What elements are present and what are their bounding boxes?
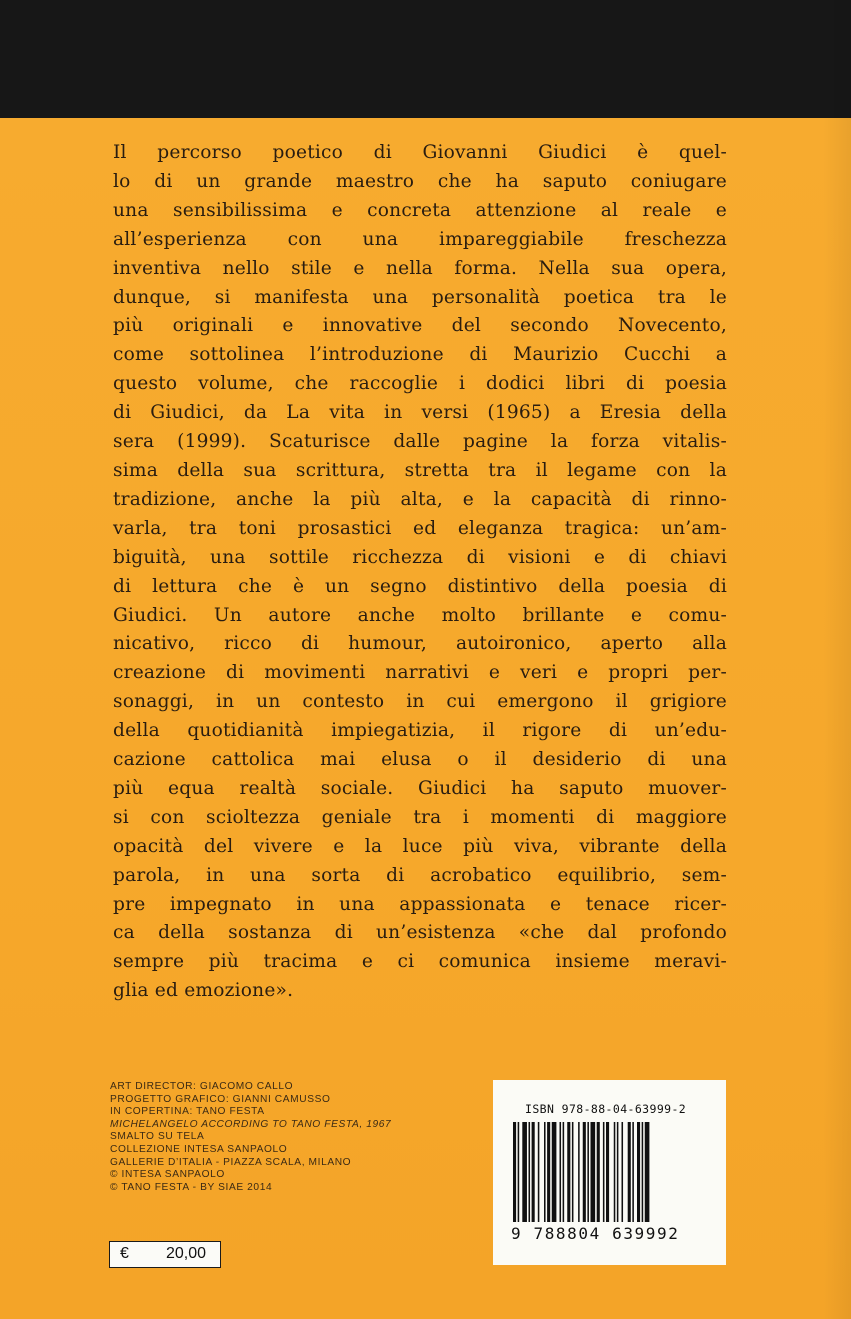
blurb-line: tradizione, anche la più alta, e la capacità di rinno- bbox=[113, 488, 727, 510]
blurb-line: dunque, si manifesta una personalità poetica tra le bbox=[113, 286, 727, 308]
blurb-line: inventiva nello stile e nella forma. Nella sua opera, bbox=[113, 257, 727, 279]
barcode-bar bbox=[617, 1122, 619, 1222]
blurb-line: sera (1999). Scaturisce dalle pagine la forza vitalis- bbox=[113, 431, 727, 453]
blurb-line: una sensibilissima e concreta attenzione al reale e bbox=[113, 199, 727, 221]
blurb-line: ca della sostanza di un’esistenza «che dal profondo bbox=[113, 922, 727, 944]
blurb-line: all’esperienza con una impareggiabile freschezza bbox=[113, 228, 727, 250]
blurb-line: sonaggi, in un contesto in cui emergono il grigiore bbox=[113, 691, 727, 713]
barcode-bar bbox=[645, 1122, 650, 1222]
blurb-line: lo di un grande maestro che ha saputo coniugare bbox=[113, 170, 727, 192]
barcode-bar bbox=[637, 1122, 640, 1222]
credit-line: © INTESA SANPAOLO bbox=[110, 1169, 225, 1181]
credit-line: GALLERIE D’ITALIA - PIAZZA SCALA, MILANO bbox=[110, 1156, 352, 1168]
barcode-icon bbox=[513, 1122, 703, 1222]
barcode-bar bbox=[603, 1122, 605, 1222]
barcode-bar bbox=[538, 1122, 540, 1222]
blurb-line: opacità del vivere e la luce più viva, vibrante della bbox=[113, 835, 727, 857]
blurb-line: nicativo, ricco di humour, autoironico, aperto alla bbox=[113, 633, 727, 655]
blurb-line: Il percorso poetico di Giovanni Giudici è quel- bbox=[113, 142, 727, 163]
blurb-line: di Giudici, da La vita in versi (1965) a Eresia della bbox=[113, 402, 727, 424]
currency-symbol: € bbox=[120, 1245, 129, 1262]
barcode-bar bbox=[591, 1122, 596, 1222]
barcode-bar bbox=[642, 1122, 644, 1222]
blurb-line: sima della sua scrittura, stretta tra il legame con la bbox=[113, 459, 727, 481]
credit-line: SMALTO SU TELA bbox=[110, 1131, 205, 1143]
barcode-bar bbox=[544, 1122, 546, 1222]
blurb-line: questo volume, che raccoglie i dodici libri di poesia bbox=[113, 373, 727, 395]
credit-line: © TANO FESTA - BY SIAE 2014 bbox=[110, 1181, 273, 1193]
barcode-bar bbox=[547, 1122, 550, 1222]
credit-line: IN COPERTINA: TANO FESTA bbox=[110, 1106, 265, 1118]
isbn-barcode-panel bbox=[493, 1080, 726, 1265]
blurb-line: varla, tra toni prosastici ed eleganza tragica: un’am- bbox=[113, 517, 727, 539]
credit-line: ART DIRECTOR: GIACOMO CALLO bbox=[110, 1081, 294, 1092]
barcode-bar bbox=[578, 1122, 580, 1222]
credit-line: PROGETTO GRAFICO: GIANNI CAMUSSO bbox=[110, 1093, 331, 1105]
blurb-line: biguità, una sottile ricchezza di visioni e di chiavi bbox=[113, 546, 727, 568]
blurb-line: sempre più tracima e ci comunica insieme meravi- bbox=[113, 951, 727, 973]
barcode-bar bbox=[532, 1122, 535, 1222]
barcode-bar bbox=[560, 1122, 562, 1222]
barcode-digits: 9 788804 639992 bbox=[511, 1224, 680, 1243]
barcode-bar bbox=[587, 1122, 589, 1222]
barcode-bar bbox=[606, 1122, 609, 1222]
back-cover-blurb bbox=[113, 139, 727, 1006]
barcode-bar bbox=[632, 1122, 634, 1222]
blurb-line: Giudici. Un autore anche molto brillante e comu- bbox=[113, 604, 727, 626]
blurb-line: si con scioltezza geniale tra i momenti di maggiore bbox=[113, 806, 727, 828]
blurb-line: come sottolinea l’introduzione di Maurizio Cucchi a bbox=[113, 344, 727, 366]
blurb-line: più equa realtà sociale. Giudici ha saputo muover- bbox=[113, 777, 727, 799]
blurb-line: creazione di movimenti narrativi e veri e propri per- bbox=[113, 662, 727, 684]
price-amount: 20,00 bbox=[166, 1245, 207, 1262]
barcode-bar bbox=[513, 1122, 516, 1222]
barcode-bar bbox=[552, 1122, 557, 1222]
blurb-line: glia ed emozione». bbox=[113, 980, 294, 1002]
blurb-line: pre impegnato in una appassionata e tenace ricer- bbox=[113, 893, 727, 915]
credit-line: MICHELANGELO ACCORDING TO TANO FESTA, 1967 bbox=[110, 1118, 392, 1130]
spine-shadow bbox=[823, 0, 851, 1319]
barcode-bar bbox=[522, 1122, 527, 1222]
barcode-bar bbox=[622, 1122, 624, 1222]
barcode-bar bbox=[518, 1122, 520, 1222]
blurb-line: di lettura che è un segno distintivo della poesia di bbox=[113, 575, 727, 597]
price-box bbox=[109, 1241, 221, 1268]
isbn-label: ISBN 978-88-04-63999-2 bbox=[525, 1102, 687, 1116]
blurb-line: cazione cattolica mai elusa o il desiderio di una bbox=[113, 749, 727, 771]
barcode-bar bbox=[572, 1122, 574, 1222]
barcode-bar bbox=[583, 1122, 586, 1222]
blurb-line: della quotidianità impiegatizia, il rigore di un’edu- bbox=[113, 720, 727, 742]
cover-credits bbox=[110, 1081, 470, 1194]
barcode-bar bbox=[563, 1122, 565, 1222]
barcode-bar bbox=[567, 1122, 570, 1222]
blurb-line: più originali e innovative del secondo Novecento, bbox=[113, 315, 727, 337]
blurb-line: parola, in una sorta di acrobatico equilibrio, sem- bbox=[113, 864, 727, 886]
barcode-bar bbox=[597, 1122, 600, 1222]
credit-line: COLLEZIONE INTESA SANPAOLO bbox=[110, 1143, 288, 1155]
top-dark-band bbox=[0, 0, 851, 118]
barcode-bar bbox=[614, 1122, 616, 1222]
barcode-bar bbox=[529, 1122, 531, 1222]
barcode-bar bbox=[628, 1122, 631, 1222]
